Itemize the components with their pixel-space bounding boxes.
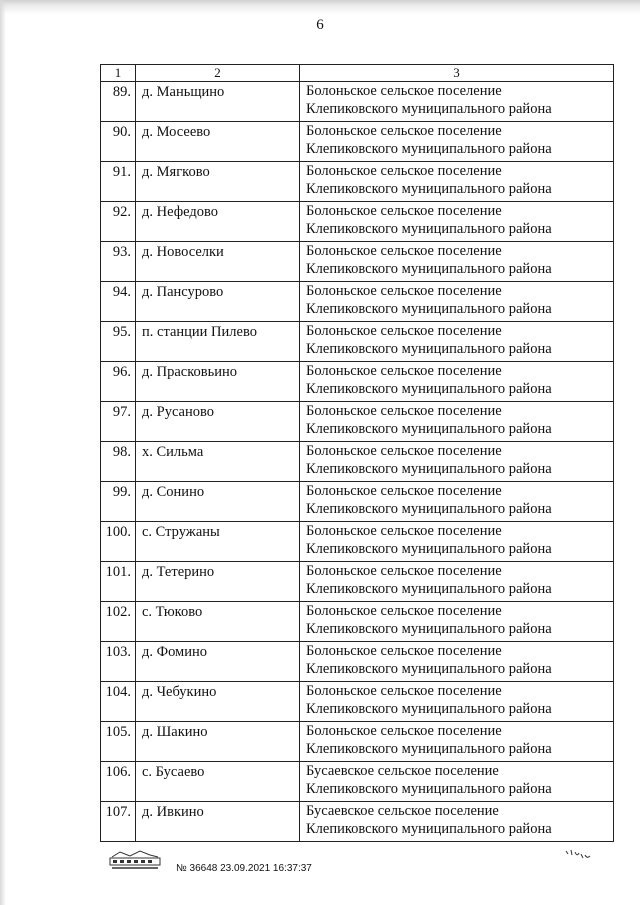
municipality-district: Клепиковского муниципального района [306,260,552,277]
table-row [101,602,614,642]
municipality-settlement: Болоньское сельское поселение [306,483,502,499]
settlement-name: д. Мягково [136,162,300,202]
municipality-settlement: Болоньское сельское поселение [306,723,502,739]
row-number: 100. [101,522,136,562]
row-number: 90. [101,122,136,162]
row-number: 103. [101,642,136,682]
municipality-district: Клепиковского муниципального района [306,780,552,797]
settlement-name: х. Сильма [136,442,300,482]
row-number: 107. [101,802,136,842]
municipality-district: Клепиковского муниципального района [306,180,552,197]
municipality-district: Клепиковского муниципального района [306,700,552,717]
municipality-cell [300,642,614,682]
settlement-name: д. Нефедово [136,202,300,242]
municipality-cell [300,242,614,282]
row-number: 91. [101,162,136,202]
municipality-cell [300,202,614,242]
row-number: 89. [101,82,136,122]
municipality-settlement: Болоньское сельское поселение [306,603,502,619]
municipality-cell [300,82,614,122]
municipality-settlement: Болоньское сельское поселение [306,243,502,259]
municipality-cell [300,602,614,642]
settlement-name: д. Прасковьино [136,362,300,402]
column-header-number: 1 [101,65,136,82]
row-number: 102. [101,602,136,642]
table-row [101,762,614,802]
municipality-district: Клепиковского муниципального района [306,660,552,677]
column-header-municipality: 3 [300,65,614,82]
row-number: 97. [101,402,136,442]
municipality-cell [300,442,614,482]
table-row [101,242,614,282]
municipality-district: Клепиковского муниципального района [306,100,552,117]
municipality-cell [300,722,614,762]
municipality-district: Клепиковского муниципального района [306,820,552,837]
municipality-district: Клепиковского муниципального района [306,540,552,557]
row-number: 95. [101,322,136,362]
settlement-name: с. Бусаево [136,762,300,802]
municipality-cell [300,402,614,442]
table-row [101,122,614,162]
municipality-settlement: Болоньское сельское поселение [306,283,502,299]
settlement-name: с. Тюково [136,602,300,642]
settlement-name: д. Пансурово [136,282,300,322]
municipality-cell [300,682,614,722]
row-number: 106. [101,762,136,802]
municipality-settlement: Болоньское сельское поселение [306,323,502,339]
row-number: 93. [101,242,136,282]
settlement-name: д. Русаново [136,402,300,442]
table-row [101,162,614,202]
municipality-cell [300,482,614,522]
municipality-settlement: Болоньское сельское поселение [306,123,502,139]
table-row [101,402,614,442]
table-row [101,522,614,562]
row-number: 101. [101,562,136,602]
table-row [101,82,614,122]
table-row [101,282,614,322]
settlement-name: д. Сонино [136,482,300,522]
table-body [101,82,614,842]
column-header-name: 2 [136,65,300,82]
municipality-district: Клепиковского муниципального района [306,300,552,317]
municipality-settlement: Болоньское сельское поселение [306,203,502,219]
municipality-district: Клепиковского муниципального района [306,380,552,397]
settlement-name: д. Мосеево [136,122,300,162]
municipality-cell [300,802,614,842]
settlement-name: д. Новоселки [136,242,300,282]
municipality-settlement: Болоньское сельское поселение [306,683,502,699]
municipality-settlement: Болоньское сельское поселение [306,163,502,179]
municipality-cell [300,762,614,802]
row-number: 96. [101,362,136,402]
municipality-cell [300,162,614,202]
row-number: 98. [101,442,136,482]
municipality-cell [300,282,614,322]
municipality-district: Клепиковского муниципального района [306,620,552,637]
municipality-cell [300,362,614,402]
municipality-cell [300,322,614,362]
table-row [101,802,614,842]
scan-top-edge [0,0,640,14]
municipality-cell [300,522,614,562]
page-number: 6 [316,17,324,33]
municipality-cell [300,562,614,602]
municipality-settlement: Болоньское сельское поселение [306,83,502,99]
municipality-settlement: Болоньское сельское поселение [306,563,502,579]
settlement-name: д. Фомино [136,642,300,682]
municipality-district: Клепиковского муниципального района [306,500,552,517]
registry-stamp-icon [108,847,162,871]
municipality-district: Клепиковского муниципального района [306,740,552,757]
table-row [101,362,614,402]
municipality-district: Клепиковского муниципального района [306,580,552,597]
settlement-name: д. Шакино [136,722,300,762]
settlement-name: д. Чебукино [136,682,300,722]
municipality-district: Клепиковского муниципального района [306,220,552,237]
settlement-name: п. станции Пилево [136,322,300,362]
table-row [101,562,614,602]
table-row [101,442,614,482]
row-number: 94. [101,282,136,322]
document-registration-stamp: № 36648 23.09.2021 16:37:37 [176,863,312,874]
table-header-row [101,65,614,82]
municipality-settlement: Болоньское сельское поселение [306,523,502,539]
municipality-settlement: Болоньское сельское поселение [306,363,502,379]
footer [108,845,408,885]
municipality-settlement: Бусаевское сельское поселение [306,803,499,819]
settlement-name: д. Маньщино [136,82,300,122]
municipality-district: Клепиковского муниципального района [306,460,552,477]
municipality-settlement: Болоньское сельское поселение [306,403,502,419]
municipality-district: Клепиковского муниципального района [306,420,552,437]
row-number: 99. [101,482,136,522]
settlement-name: д. Ивкино [136,802,300,842]
table-row [101,202,614,242]
settlement-name: с. Стружаны [136,522,300,562]
row-number: 105. [101,722,136,762]
settlements-table [100,64,614,842]
municipality-settlement: Болоньское сельское поселение [306,643,502,659]
handwritten-mark-icon [565,848,591,860]
scan-left-edge [0,0,6,905]
row-number: 92. [101,202,136,242]
table-row [101,322,614,362]
municipality-district: Клепиковского муниципального района [306,140,552,157]
table-row [101,682,614,722]
table-row [101,482,614,522]
row-number: 104. [101,682,136,722]
municipality-settlement: Бусаевское сельское поселение [306,763,499,779]
settlement-name: д. Тетерино [136,562,300,602]
table-row [101,722,614,762]
municipality-district: Клепиковского муниципального района [306,340,552,357]
municipality-cell [300,122,614,162]
table-row [101,642,614,682]
municipality-settlement: Болоньское сельское поселение [306,443,502,459]
